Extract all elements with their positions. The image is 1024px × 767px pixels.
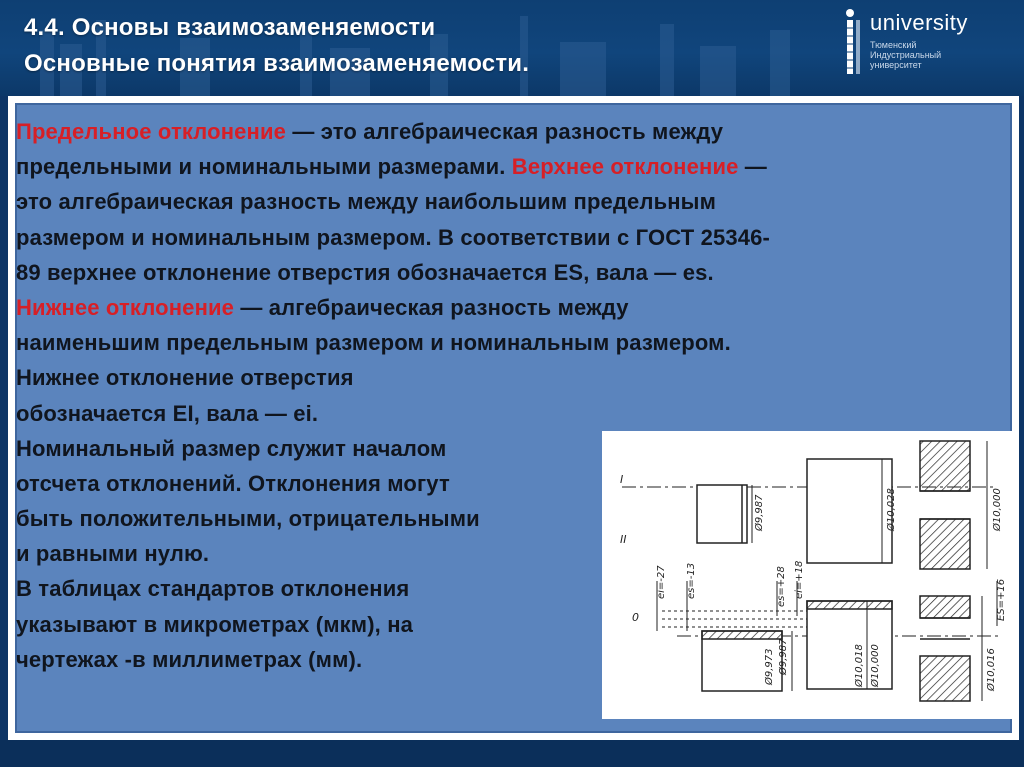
text-line: [16, 149, 1016, 184]
label-case-II: II: [620, 533, 627, 546]
dim-10018: Ø10,018: [854, 644, 865, 687]
university-logo-mark-icon: [842, 6, 868, 76]
dev-ei-plus-18: ei=+18: [794, 560, 805, 599]
tolerance-drawing: [602, 431, 1019, 719]
text-line: Номинальный размер служит началом: [16, 435, 447, 461]
logo-subtitle-line-1: Тюменский: [870, 40, 917, 50]
text-span: предельными и номинальными размерами.: [16, 154, 512, 180]
tolerance-drawing-svg: [602, 431, 1019, 719]
slide-footer-band: [0, 740, 1024, 767]
logo-subtitle-line-3: университет: [870, 60, 922, 70]
text-line: наименьшим предельным размером и номинальным размером.: [16, 330, 731, 356]
term-upper-deviation: Верхнее отклонение: [511, 154, 739, 180]
text-line: Нижнее отклонение отверстия: [16, 365, 354, 391]
text-line: обозначается EI, вала — ei.: [16, 400, 319, 426]
term-lower-deviation: Нижнее отклонение: [16, 294, 235, 320]
dim-9987-top: Ø9,987: [754, 494, 765, 531]
text-line: [16, 114, 1016, 149]
slide-header: [0, 0, 1024, 96]
text-line: В таблицах стандартов отклонения: [16, 576, 410, 602]
dim-10000-top: Ø10,000: [992, 488, 1003, 531]
dim-10000-bottom: Ø10,000: [870, 644, 881, 687]
text-span: — алгебраическая разность между: [234, 294, 629, 320]
label-case-I: I: [620, 473, 624, 486]
text-line: быть положительными, отрицательными: [16, 506, 480, 532]
dim-9973: Ø9,973: [764, 648, 775, 685]
text-line: указывают в микрометрах (мкм), на: [16, 611, 414, 637]
text-line: 89 верхнее отклонение отверстия обозначается ES, вала — es.: [16, 259, 714, 285]
dev-ei-minus-27: ei=-27: [656, 565, 667, 599]
label-zero-line: 0: [632, 611, 639, 624]
text-line: чертежах -в миллиметрах (мм).: [16, 646, 363, 672]
university-logo: [842, 4, 1012, 78]
text-span: — это алгебраическая разность между: [286, 119, 724, 144]
dim-10016: Ø10,016: [986, 648, 997, 691]
logo-subtitle-line-2: Индустриальный: [870, 50, 942, 60]
logo-wordmark: university: [870, 10, 968, 35]
dim-9987-bottom: Ø9,987: [778, 638, 789, 675]
dev-ES-plus-16: ES=+16: [996, 578, 1007, 621]
dev-es-minus-13: es=-13: [686, 562, 697, 599]
text-span: —: [738, 154, 767, 180]
dev-es-plus-28: es=+28: [776, 566, 787, 607]
text-line: и равными нулю.: [16, 541, 210, 567]
slide-title: 4.4. Основы взаимозаменяемости: [24, 14, 436, 41]
term-limit-deviation: Предельное отклонение: [16, 119, 287, 144]
dim-10028: Ø10,028: [886, 488, 897, 531]
text-line: [16, 290, 1016, 325]
text-line: отсчета отклонений. Отклонения могут: [16, 470, 450, 496]
text-line: это алгебраическая разность между наибольшим предельным: [16, 189, 717, 215]
slide-subtitle: Основные понятия взаимозаменяемости.: [24, 50, 530, 77]
text-line: размером и номинальным размером. В соответствии с ГОСТ 25346-: [16, 224, 770, 250]
